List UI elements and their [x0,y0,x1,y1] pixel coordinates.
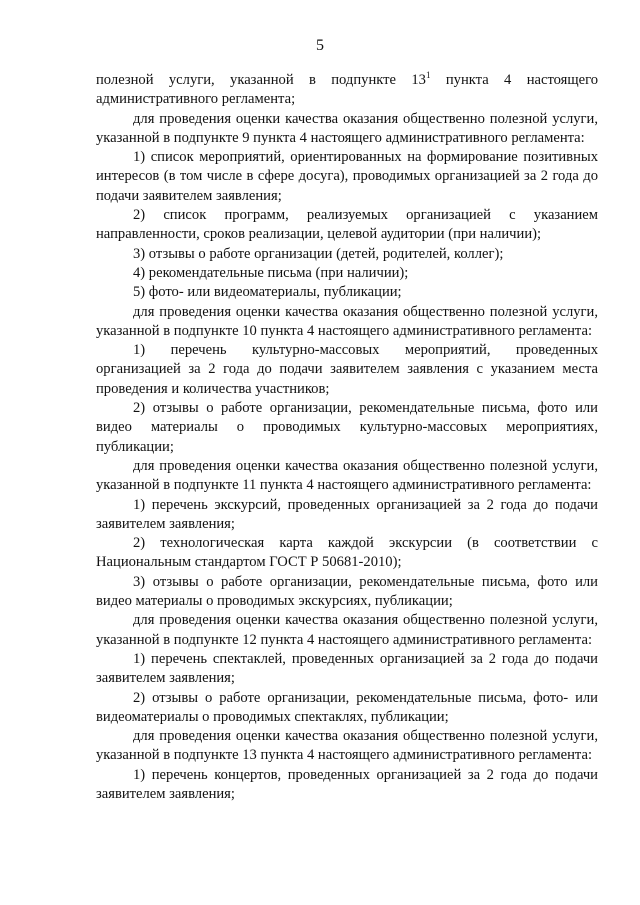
list-item: 2) отзывы о работе организации, рекомендательные письма, фото- или видеоматериалы о проводимых спектаклях, публикации; [96,689,598,725]
list-item: 1) список мероприятий, ориентированных на формирование позитивных интересов (в том числе в сфере досуга), проводимых организацией за 2 года до подачи заявителем заявления; [96,149,598,204]
paragraph: для проведения оценки качества оказания общественно полезной услуги, указанной в подпункте 11 пункта 4 настоящего административного регламента: [96,457,598,494]
paragraph [96,71,598,110]
footnote-superscript: 1 [425,70,431,80]
list-item: 1) перечень культурно-массовых мероприятий, проведенных организацией за 2 года до подачи заявителем заявления с указанием места проведения и количества участников; [96,342,598,397]
paragraph-text: полезной услуги, указанной в подпункте 13 [96,72,426,88]
list-item: 2) технологическая карта каждой экскурсии (в соответствии с Национальным стандартом ГОСТ Р 50681-2010); [96,535,598,571]
paragraph: для проведения оценки качества оказания общественно полезной услуги, указанной в подпункте 10 пункта 4 настоящего административного регламента: [96,303,598,339]
document-body [96,71,598,804]
list-item: 4) рекомендательные письма (при наличии); [133,264,409,281]
page-number: 5 [316,37,324,54]
list-item: 5) фото- или видеоматериалы, публикации; [133,284,402,301]
list-item: 1) перечень экскурсий, проведенных организацией за 2 года до подачи заявителем заявления; [96,496,598,532]
list-item: 1) перечень концертов, проведенных организацией за 2 года до подачи заявителем заявления; [96,766,598,802]
list-item: 2) список программ, реализуемых организацией с указанием направленности, сроков реализации, целевой аудитории (при наличии); [96,207,598,243]
list-item: 3) отзывы о работе организации, рекомендательные письма, фото или видео материалы о проводимых экскурсиях, публикации; [96,573,598,610]
paragraph: для проведения оценки качества оказания общественно полезной услуги, указанной в подпункте 13 пункта 4 настоящего административного регламента: [96,728,598,764]
list-item: 3) отзывы о работе организации (детей, родителей, коллег); [133,245,504,262]
list-item: 1) перечень спектаклей, проведенных организацией за 2 года до подачи заявителем заявления; [96,650,598,687]
paragraph: для проведения оценки качества оказания общественно полезной услуги, указанной в подпункте 9 пункта 4 настоящего административного регламента: [96,110,598,146]
paragraph: для проведения оценки качества оказания общественно полезной услуги, указанной в подпункте 12 пункта 4 настоящего административного регламента: [96,612,598,648]
paragraph-text: пункта 4 настоящего административного регламента; [96,72,599,108]
list-item: 2) отзывы о работе организации, рекомендательные письма, фото или видео материалы о проводимых культурно-массовых мероприятиях, публикации; [96,400,598,455]
